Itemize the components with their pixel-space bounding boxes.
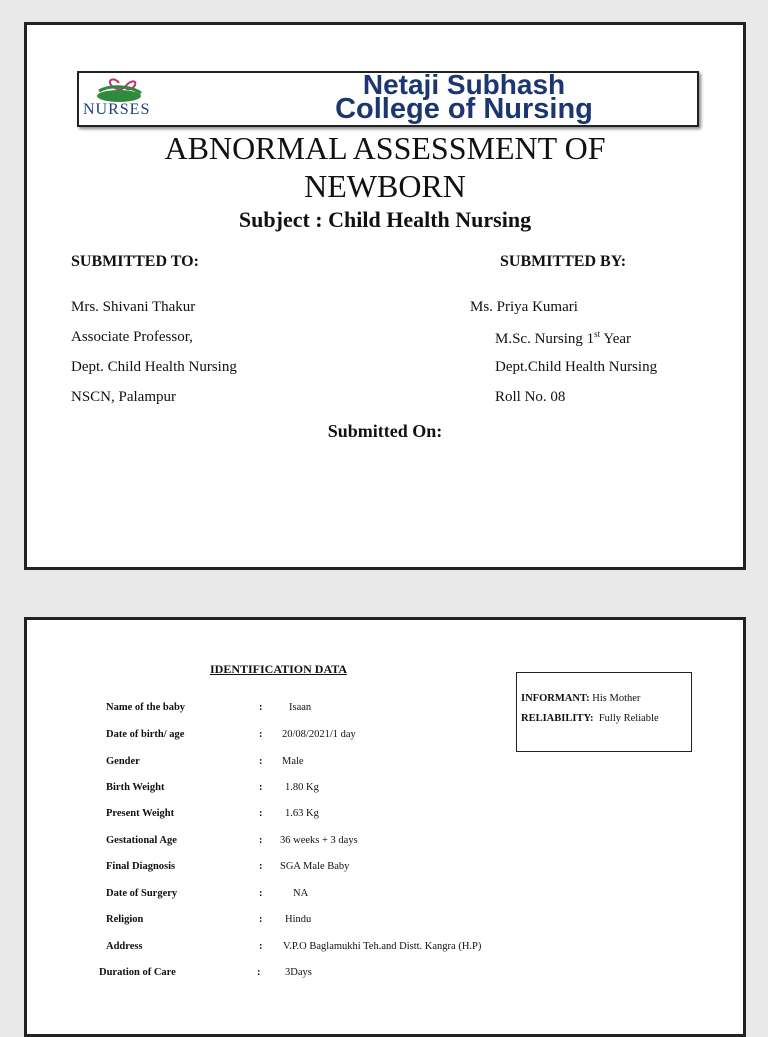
submitted-to-designation: Associate Professor, <box>71 329 193 345</box>
logo-text: NURSES <box>83 101 151 118</box>
document-title-line2: NEWBORN <box>304 168 466 204</box>
document-title-line1: ABNORMAL ASSESSMENT OF <box>164 130 606 166</box>
field-value: Isaan <box>289 702 312 713</box>
submitted-to-college: NSCN, Palampur <box>71 389 176 405</box>
field-value: 36 weeks + 3 days <box>280 835 358 846</box>
reliability-value: Fully Reliable <box>598 713 659 724</box>
field-colon: : <box>259 756 263 767</box>
field-value: 20/08/2021/1 day <box>282 729 356 740</box>
field-value: 1.80 Kg <box>285 782 319 793</box>
field-value: 3Days <box>285 967 312 978</box>
field-colon: : <box>259 702 263 713</box>
submitted-by-heading: SUBMITTED BY: <box>500 253 627 270</box>
submitted-by-name: Ms. Priya Kumari <box>470 299 578 315</box>
field-label: Birth Weight <box>106 782 165 793</box>
subject-line: Subject : Child Health Nursing <box>238 207 532 232</box>
reliability-label: RELIABILITY: <box>521 713 594 724</box>
college-name <box>239 69 689 125</box>
field-colon: : <box>259 808 263 819</box>
course-suffix: Year <box>600 331 632 347</box>
field-colon: : <box>259 782 263 793</box>
submitted-by-course <box>495 329 631 348</box>
field-colon: : <box>259 729 263 740</box>
field-label: Address <box>106 941 143 952</box>
field-value: NA <box>293 888 309 899</box>
field-label: Name of the baby <box>106 702 186 713</box>
field-label: Duration of Care <box>99 967 176 978</box>
field-label: Date of birth/ age <box>106 729 185 740</box>
reliability-row <box>521 709 687 729</box>
college-name-line2: College of Nursing <box>335 93 593 125</box>
field-value: 1.63 Kg <box>285 808 319 819</box>
course-superscript: st <box>594 329 601 339</box>
field-label: Religion <box>106 914 144 925</box>
college-banner <box>77 71 699 127</box>
field-colon: : <box>259 888 263 899</box>
field-label: Present Weight <box>106 808 175 819</box>
field-colon: : <box>259 914 263 925</box>
informant-box <box>516 672 692 752</box>
field-label: Gender <box>106 756 140 767</box>
field-colon: : <box>259 861 263 872</box>
field-colon: : <box>257 967 261 978</box>
informant-row <box>521 689 687 709</box>
cover-page <box>24 22 746 570</box>
field-colon: : <box>259 941 263 952</box>
field-label: Final Diagnosis <box>106 861 176 872</box>
college-name-line1: Netaji Subhash <box>362 69 566 100</box>
field-label: Date of Surgery <box>106 888 178 899</box>
submitted-by-roll: Roll No. 08 <box>495 389 566 405</box>
identification-page <box>24 617 746 1037</box>
informant-value: His Mother <box>592 693 641 704</box>
informant-label: INFORMANT: <box>521 693 590 704</box>
field-colon: : <box>259 835 263 846</box>
submitted-to-dept: Dept. Child Health Nursing <box>71 359 237 375</box>
identification-data-title: IDENTIFICATION DATA <box>210 662 348 676</box>
submitted-to-heading: SUBMITTED TO: <box>71 253 199 270</box>
submitted-on-label: Submitted On: <box>327 421 443 441</box>
field-value: SGA Male Baby <box>280 861 350 872</box>
submitted-by-dept: Dept.Child Health Nursing <box>495 359 658 375</box>
field-label: Gestational Age <box>106 835 177 846</box>
field-value: Hindu <box>285 914 312 925</box>
submitted-to-name: Mrs. Shivani Thakur <box>71 299 196 315</box>
field-value: V.P.O Baglamukhi Teh.and Distt. Kangra (H.P) <box>283 941 482 952</box>
field-value: Male <box>282 756 304 767</box>
course-prefix: M.Sc. Nursing 1 <box>495 331 595 347</box>
